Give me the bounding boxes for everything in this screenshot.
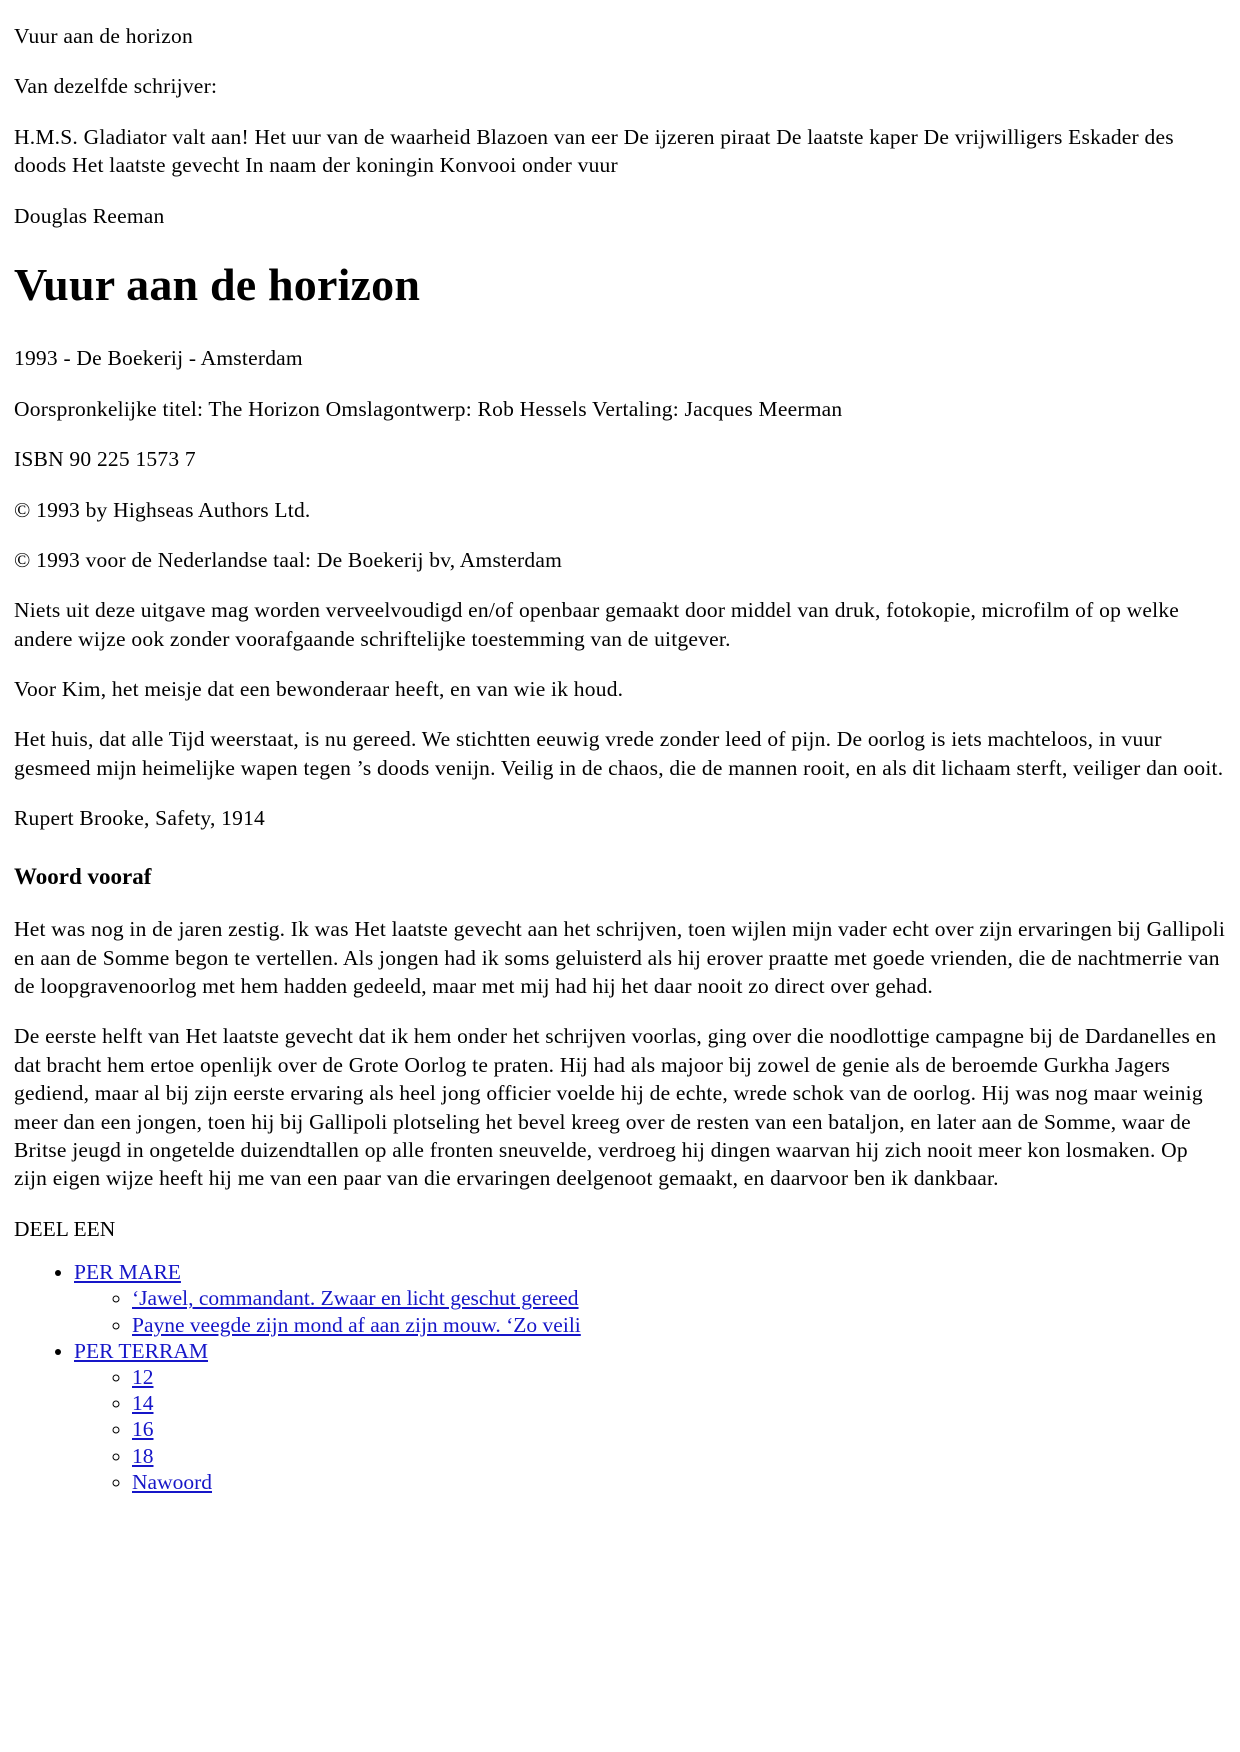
preface-paragraph-1: Het was nog in de jaren zestig. Ik was Het laatste gevecht aan het schrijven, toen wijlen mijn vader echt over zijn ervaringen bij Gallipoli en aan de Somme begon te vertellen. Als jongen had ik soms geluisterd als hij erover praatte met goede vrienden, die de nachtmerrie van de loopgravenoorlog met hem hadden gedeeld, maar met mij had hij het daar nooit zo direct over gehad. — [14, 917, 1226, 999]
table-of-contents — [14, 1259, 1226, 1495]
toc-subitem — [132, 1469, 1226, 1495]
same-author-label: Van dezelfde schrijver: — [14, 74, 218, 99]
toc-sublink[interactable]: 18 — [132, 1443, 154, 1468]
author-name: Douglas Reeman — [14, 203, 165, 228]
toc-subitem — [132, 1312, 1226, 1338]
publication-info: 1993 - De Boekerij - Amsterdam — [14, 346, 303, 371]
toc-link[interactable]: PER TERRAM — [74, 1338, 209, 1363]
toc-sublink[interactable]: ‘Jawel, commandant. Zwaar en licht geschut gereed — [132, 1286, 579, 1311]
original-title-credits: Oorspronkelijke titel: The Horizon Omslagontwerp: Rob Hessels Vertaling: Jacques Meerman — [14, 396, 843, 421]
toc-subitem — [132, 1390, 1226, 1416]
epigraph: Het huis, dat alle Tijd weerstaat, is nu gereed. We stichtten eeuwig vrede zonder leed of pijn. De oorlog is iets machteloos, in vuur gesmeed mijn heimelijke wapen tegen ’s doods venijn. Veilig in de chaos, die de mannen rooit, en als dit lichaam sterft, veiliger dan ooit. — [14, 727, 1224, 780]
isbn: ISBN 90 225 1573 7 — [14, 447, 196, 472]
epigraph-attribution: Rupert Brooke, Safety, 1914 — [14, 806, 266, 831]
preface-paragraph-2: De eerste helft van Het laatste gevecht dat ik hem onder het schrijven voorlas, ging over die noodlottige campagne bij de Dardanelles en dat bracht hem ertoe openlijk over de Grote Oorlog te praten. Hij had als majoor bij zowel de genie als de beroemde Gurkha Jagers gediend, maar al bij zijn eerste ervaring als heel jong officier voelde hij de echte, wrede schok van de oorlog. Hij was nog maar weinig meer dan een jongen, toen hij bij Gallipoli plotseling het bevel kreeg over de resten van een bataljon, en later aan de Somme, waar de Britse jeugd in ongetelde duizendtallen op alle fronten sneuvelde, verdroeg hij dingen waarvan hij zich nooit meer kon losmaken. Op zijn eigen wijze heeft hij me van een paar van die ervaringen deelgenoot gemaakt, en daarvoor ben ik dankbaar. — [14, 1024, 1217, 1191]
toc-subitem — [132, 1416, 1226, 1442]
copyright-original: © 1993 by Highseas Authors Ltd. — [14, 497, 311, 522]
toc-item — [74, 1259, 1226, 1338]
toc-sublink[interactable]: 12 — [132, 1364, 154, 1389]
dedication: Voor Kim, het meisje dat een bewonderaar heeft, en van wie ik houd. — [14, 677, 624, 702]
rights-notice: Niets uit deze uitgave mag worden verveelvoudigd en/of openbaar gemaakt door middel van druk, fotokopie, microfilm of op welke andere wijze ook zonder voorafgaande schriftelijke toestemming van de uitgever. — [14, 598, 1180, 651]
toc-sublist — [74, 1364, 1226, 1495]
toc-subitem — [132, 1285, 1226, 1311]
part-label: DEEL EEN — [14, 1216, 116, 1241]
page-title: Vuur aan de horizon — [14, 258, 421, 310]
toc-sublist — [74, 1285, 1226, 1337]
copyright-dutch: © 1993 voor de Nederlandse taal: De Boekerij bv, Amsterdam — [14, 547, 563, 572]
preface-heading: Woord vooraf — [14, 863, 152, 889]
toc-sublink[interactable]: Payne veegde zijn mond af aan zijn mouw. ‘Zo veili — [132, 1312, 581, 1337]
same-author-list: H.M.S. Gladiator valt aan! Het uur van de waarheid Blazoen van eer De ijzeren piraat De laatste kaper De vrijwilligers Eskader des doods Het laatste gevecht In naam der koningin Konvooi onder vuur — [14, 124, 1174, 178]
toc-sublink[interactable]: 16 — [132, 1417, 154, 1442]
toc-sublink[interactable]: 14 — [132, 1391, 154, 1416]
toc-item — [74, 1338, 1226, 1495]
toc-sublink[interactable]: Nawoord — [132, 1469, 213, 1494]
toc-subitem — [132, 1443, 1226, 1469]
toc-link[interactable]: PER MARE — [74, 1260, 181, 1285]
running-title: Vuur aan de horizon — [14, 24, 193, 48]
toc-subitem — [132, 1364, 1226, 1390]
